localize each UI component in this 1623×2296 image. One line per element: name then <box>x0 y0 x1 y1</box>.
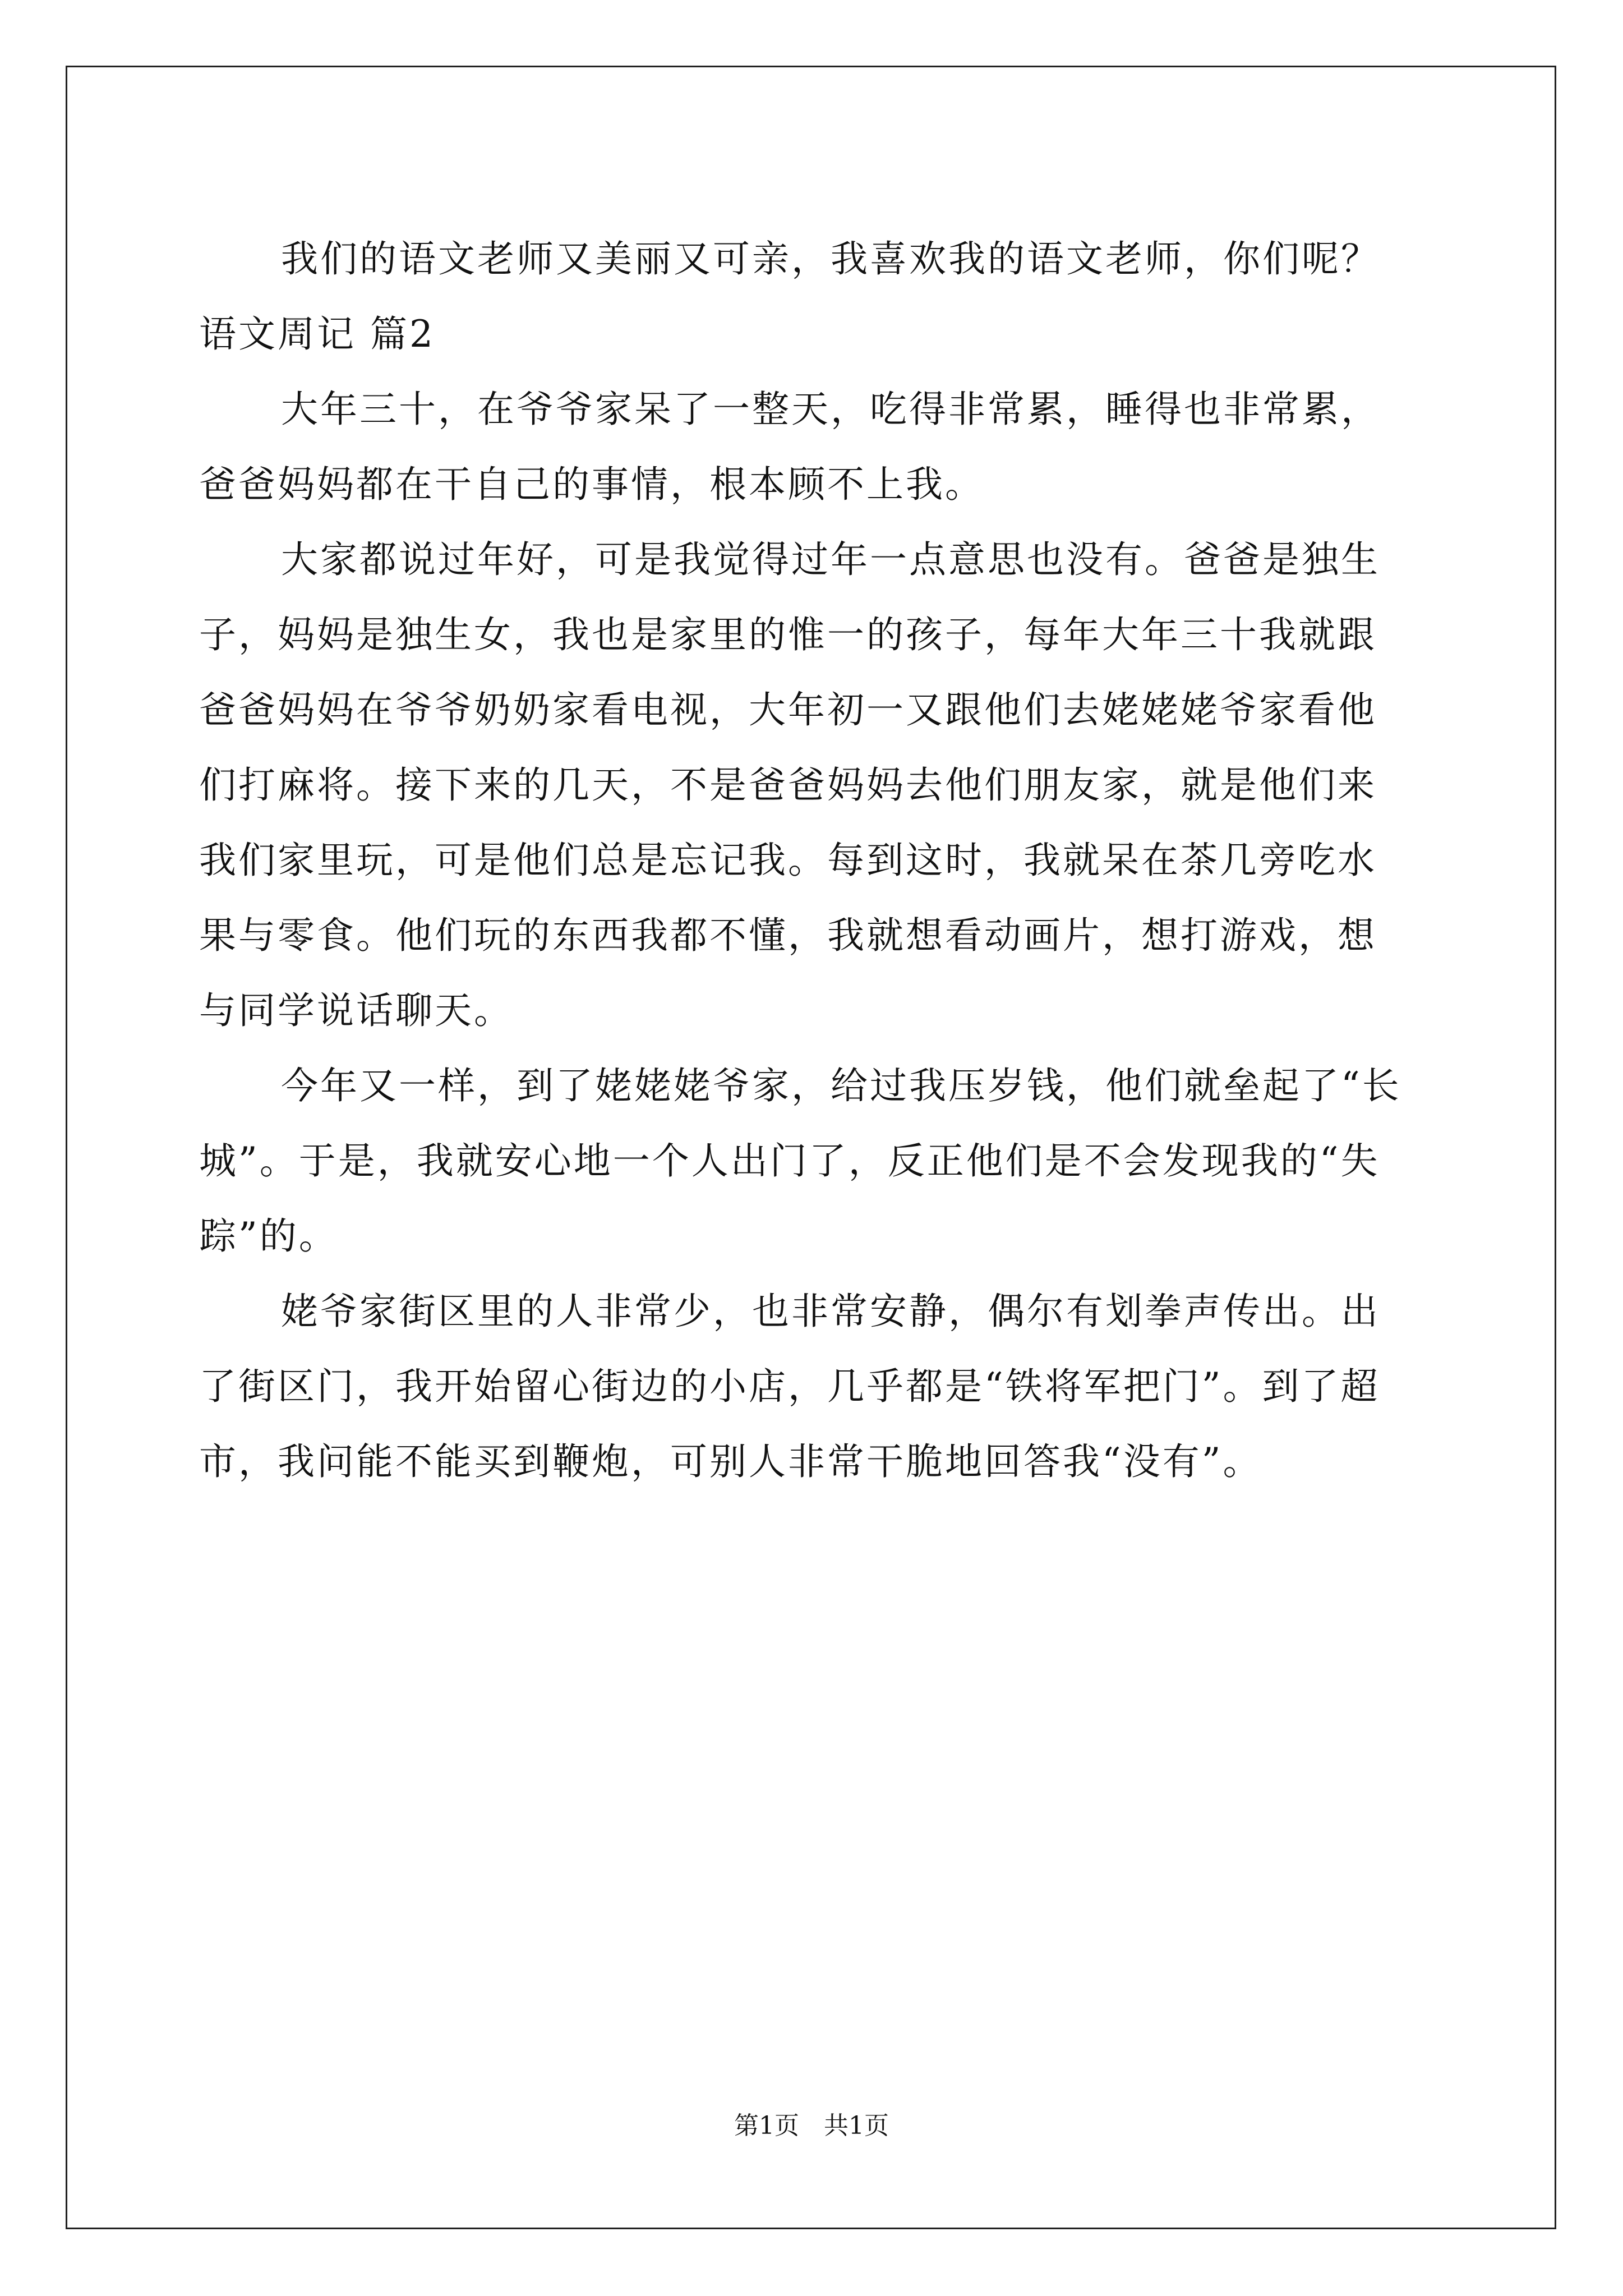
paragraph-line: 今年又一样，到了姥姥姥爷家，给过我压岁钱，他们就垒起了“长 <box>281 1064 1401 1107</box>
paragraph-line: 子，妈妈是独生女，我也是家里的惟一的孩子，每年大年三十我就跟 <box>199 613 1377 656</box>
paragraph-line: 踪”的。 <box>199 1214 338 1258</box>
paragraph-line: 我们的语文老师又美丽又可亲，我喜欢我的语文老师，你们呢？ <box>281 237 1380 280</box>
paragraph-line: 姥爷家街区里的人非常少，也非常安静，偶尔有划拳声传出。出 <box>281 1290 1380 1333</box>
paragraph-line: 城”。于是，我就安心地一个人出门了，反正他们是不会发现我的“失 <box>199 1139 1380 1182</box>
paragraph-line: 大年三十，在爷爷家呆了一整天，吃得非常累，睡得也非常累， <box>281 388 1380 431</box>
paragraph-line: 市，我问能不能买到鞭炮，可别人非常干脆地回答我“没有”。 <box>199 1440 1262 1483</box>
paragraph-line: 了街区门，我开始留心街边的小店，几乎都是“铁将军把门”。到了超 <box>199 1365 1380 1408</box>
section-heading: 语文周记 篇2 <box>199 312 435 356</box>
document-body <box>199 222 1427 1499</box>
paragraph-line: 们打麻将。接下来的几天，不是爸爸妈妈去他们朋友家，就是他们来 <box>199 763 1377 807</box>
paragraph-line: 果与零食。他们玩的东西我都不懂，我就想看动画片，想打游戏，想 <box>199 914 1377 957</box>
paragraph-line: 大家都说过年好，可是我觉得过年一点意思也没有。爸爸是独生 <box>281 538 1380 581</box>
paragraph-line: 我们家里玩，可是他们总是忘记我。每到这时，我就呆在茶几旁吃水 <box>199 839 1377 882</box>
paragraph-line: 爸爸妈妈在爷爷奶奶家看电视，大年初一又跟他们去姥姥姥爷家看他 <box>199 688 1377 731</box>
page-footer: 第1页 共1页 <box>734 2111 889 2140</box>
paragraph-line: 与同学说话聊天。 <box>199 989 513 1032</box>
paragraph-line: 爸爸妈妈都在干自己的事情，根本顾不上我。 <box>199 463 984 506</box>
